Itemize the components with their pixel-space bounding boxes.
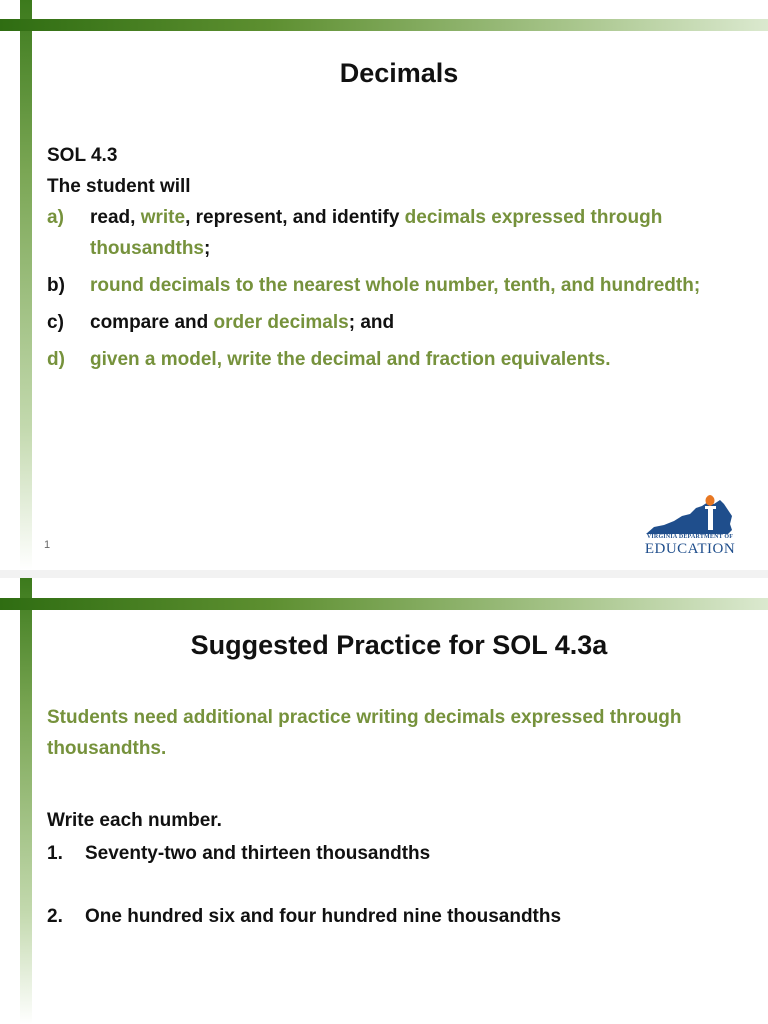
question-number: 2. <box>47 906 63 927</box>
item-text-segment: read, <box>90 207 141 228</box>
slide-horizontal-bar <box>0 598 768 610</box>
slide-2 <box>0 578 768 1024</box>
question-text: Seventy-two and thirteen thousandths <box>85 843 431 864</box>
practice-instruction: Write each number. <box>47 810 222 831</box>
item-text-segment: , represent, and identify <box>185 207 405 228</box>
practice-intro: Students need additional practice writing decimals expressed through thousandths. <box>47 707 682 759</box>
logo-big-text: EDUCATION <box>644 541 736 557</box>
item-text-segment: compare and <box>90 312 214 333</box>
slide-1-body <box>47 140 728 381</box>
slide-horizontal-bar <box>0 19 768 31</box>
virginia-state-map-icon <box>644 494 736 536</box>
sol-label: SOL 4.3 <box>47 145 118 166</box>
page-number: 1 <box>44 539 51 551</box>
slide-vertical-bar <box>20 578 32 1024</box>
item-text-segment: decimals expressed through thousandths <box>90 207 663 259</box>
slide-vertical-bar <box>20 0 32 570</box>
slide-divider <box>0 570 768 578</box>
practice-question <box>47 843 728 865</box>
item-marker: d) <box>47 349 65 370</box>
item-marker: c) <box>47 312 64 333</box>
item-text-segment: ; <box>204 238 211 259</box>
slide-1-title: Decimals <box>339 58 459 88</box>
standard-items-list <box>47 202 728 375</box>
item-text-segment: round decimals to the nearest whole number, tenth, and hundredth; <box>90 275 701 296</box>
standard-item <box>47 270 728 301</box>
item-text-segment: given a model, write the decimal and fraction equivalents. <box>90 349 611 370</box>
standard-item <box>47 307 728 338</box>
item-text-segment: write <box>140 207 186 228</box>
logo-small-text: VIRGINIA DEPARTMENT OF <box>646 534 734 540</box>
standard-intro: The student will <box>47 176 191 197</box>
question-text: One hundred six and four hundred nine thousandths <box>85 906 562 927</box>
standard-item <box>47 344 728 375</box>
item-marker: a) <box>47 207 64 228</box>
item-text-segment: ; and <box>348 312 395 333</box>
practice-question <box>47 906 728 928</box>
question-number: 1. <box>47 843 63 864</box>
standard-item <box>47 202 728 264</box>
item-marker: b) <box>47 275 65 296</box>
item-text-segment: order decimals <box>213 312 349 333</box>
slide-2-title: Suggested Practice for SOL 4.3a <box>190 630 608 660</box>
virginia-doe-logo <box>640 494 740 560</box>
